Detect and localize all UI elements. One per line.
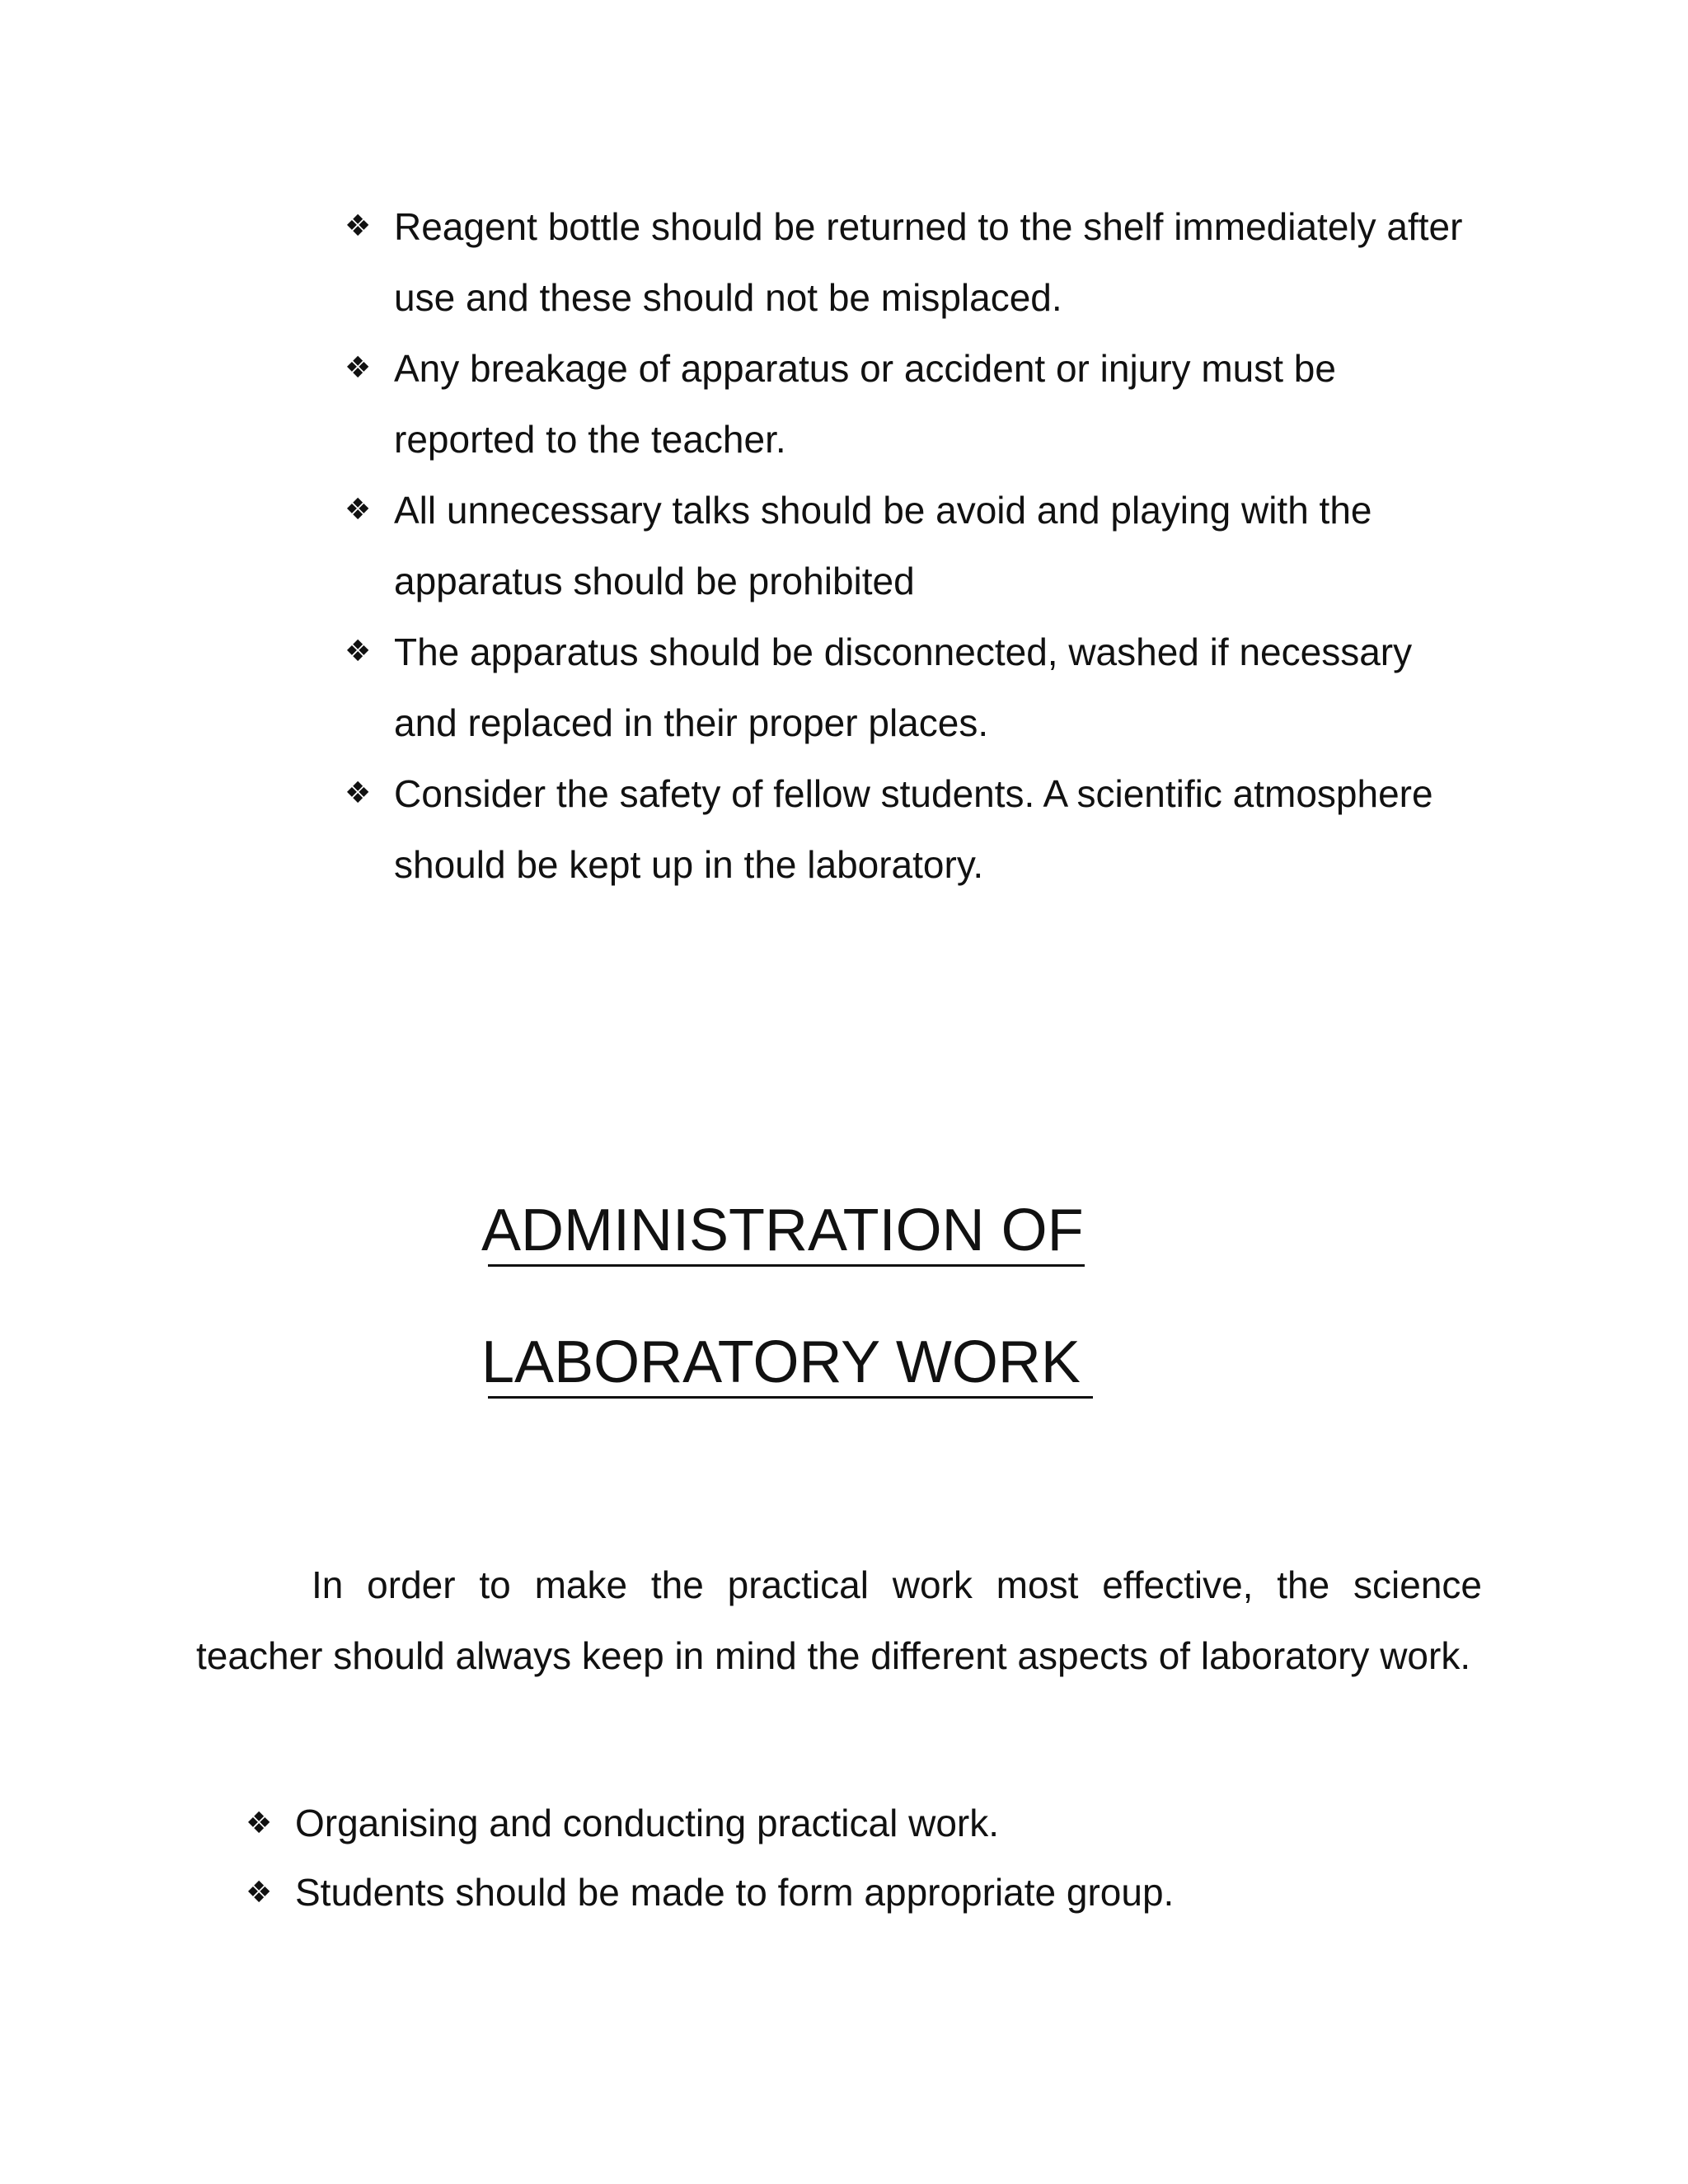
section-heading-line-2: LABORATORY WORK	[481, 1329, 1081, 1395]
list-item	[345, 758, 1482, 900]
list-item	[246, 1858, 1482, 1927]
list-item-text: Any breakage of apparatus or accident or injury must be reported to the teacher.	[394, 347, 1336, 461]
four-diamond-bullet-icon: ❖	[246, 1807, 273, 1840]
list-item	[345, 475, 1482, 616]
four-diamond-bullet-icon: ❖	[345, 209, 372, 243]
four-diamond-bullet-icon: ❖	[345, 635, 372, 668]
four-diamond-bullet-icon: ❖	[345, 351, 372, 385]
four-diamond-bullet-icon: ❖	[345, 493, 372, 527]
laboratory-aspects-list	[246, 1788, 1482, 1927]
list-item	[246, 1788, 1482, 1858]
list-item-text: Consider the safety of fellow students. A scientific atmosphere should be kept up in the laboratory.	[394, 772, 1433, 886]
list-item-text: All unnecessary talks should be avoid and playing with the apparatus should be prohibited	[394, 489, 1372, 602]
intro-paragraph: In order to make the practical work most effective, the science teacher should always keep in mind the different aspects of laboratory work.	[196, 1563, 1482, 1677]
four-diamond-bullet-icon: ❖	[246, 1876, 273, 1910]
heading-underline	[488, 1396, 1093, 1399]
heading-underline	[488, 1264, 1085, 1267]
list-item-text: Organising and conducting practical work.	[295, 1802, 1000, 1844]
laboratory-rules-list	[345, 191, 1482, 900]
section-heading-line-1: ADMINISTRATION OF	[481, 1197, 1084, 1263]
list-item	[345, 333, 1482, 475]
list-item-text: Students should be made to form appropriate group.	[295, 1871, 1175, 1914]
list-item	[345, 616, 1482, 758]
list-item-text: Reagent bottle should be returned to the shelf immediately after use and these should not be misplaced.	[394, 205, 1463, 319]
four-diamond-bullet-icon: ❖	[345, 776, 372, 810]
list-item	[345, 191, 1482, 333]
list-item-text: The apparatus should be disconnected, washed if necessary and replaced in their proper places.	[394, 630, 1413, 744]
